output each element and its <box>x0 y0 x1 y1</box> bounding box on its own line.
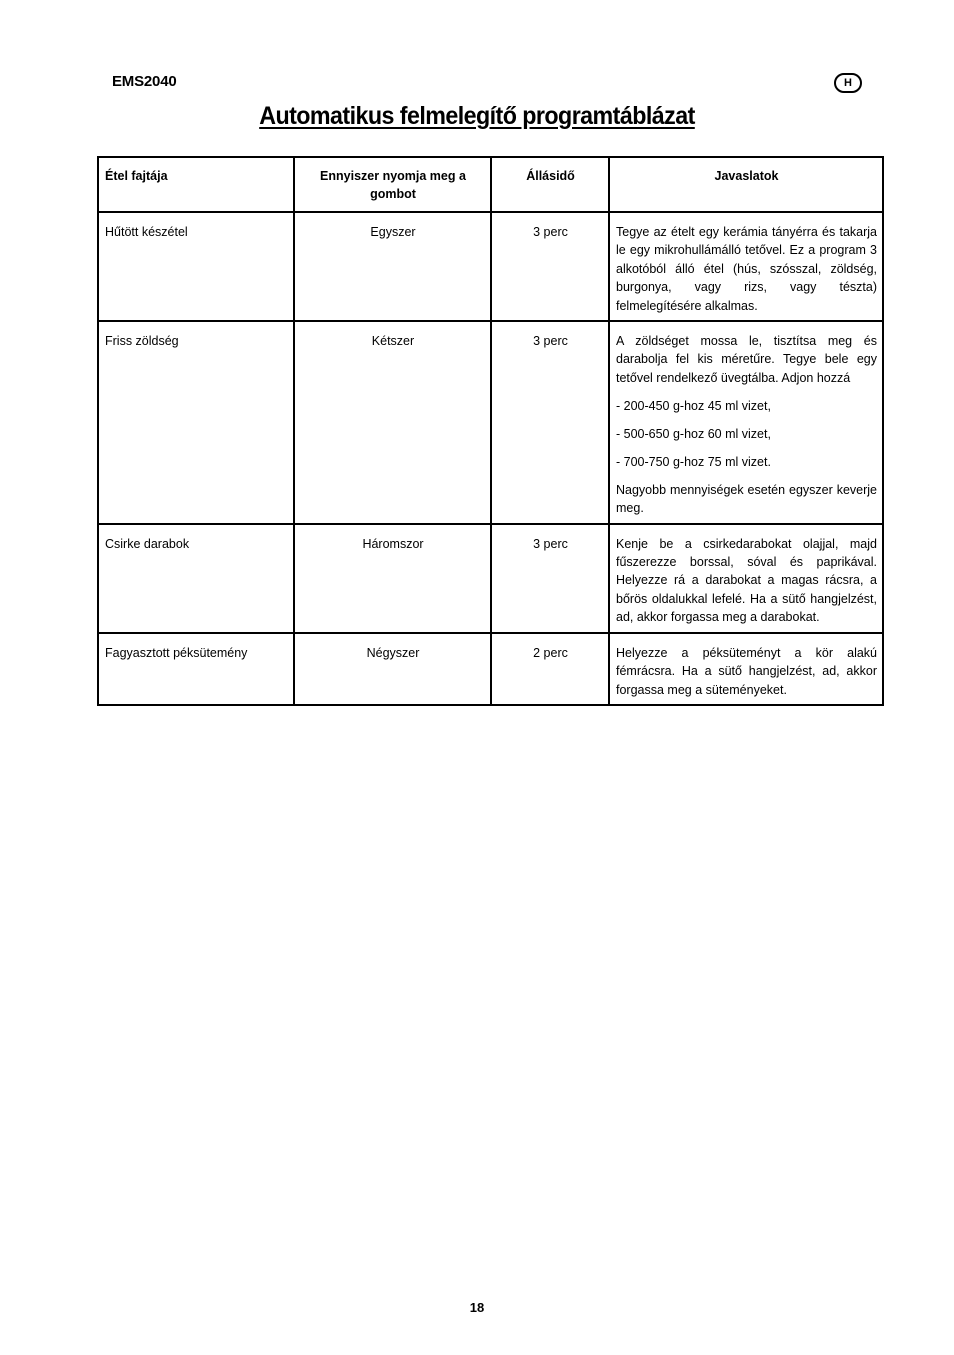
standing-time-cell: 3 perc <box>491 524 609 633</box>
standing-time-cell: 3 perc <box>491 212 609 321</box>
column-header-standing-time: Állásidő <box>491 157 609 212</box>
standing-time-cell: 3 perc <box>491 321 609 524</box>
program-table <box>97 156 884 706</box>
tip-paragraph: A zöldséget mossa le, tisztítsa meg és darabolja fel kis méretűre. Tegye bele egy tetővel rendelkező üvegtálba. Adjon hozzá <box>616 334 877 385</box>
language-badge: H <box>834 73 862 93</box>
tip-paragraph: - 200-450 g-hoz 45 ml vizet, <box>616 398 771 413</box>
food-type-cell: Fagyasztott péksütemény <box>98 633 294 705</box>
food-type-cell: Csirke darabok <box>98 524 294 633</box>
column-header-food-type: Étel fajtája <box>98 157 294 212</box>
button-presses-cell: Kétszer <box>294 321 491 524</box>
table-row <box>98 524 883 633</box>
button-presses-cell: Háromszor <box>294 524 491 633</box>
food-type-cell: Friss zöldség <box>98 321 294 524</box>
tips-cell <box>609 524 883 633</box>
button-presses-cell: Négyszer <box>294 633 491 705</box>
tips-cell <box>609 633 883 705</box>
page-title: Automatikus felmelegítő programtáblázat <box>259 102 695 130</box>
tip-paragraph: Kenje be a csirkedarabokat olajjal, majd fűszerezze borssal, sóval és paprikával. Helyezze rá a darabokat a magas rácsra, a bőrös oldalukkal lefelé. Ha a sütő hangjelzést, ad, akkor forgassa meg a darabokat. <box>616 536 877 625</box>
tip-paragraph: Nagyobb mennyiségek esetén egyszer keverje meg. <box>616 482 877 516</box>
tips-cell <box>609 212 883 321</box>
tip-paragraph: - 500-650 g-hoz 60 ml vizet, <box>616 426 771 441</box>
model-number: EMS2040 <box>112 73 177 90</box>
tip-paragraph: Helyezze a péksüteményt a kör alakú fémrácsra. Ha a sütő hangjelzést, ad, akkor forgassa meg a süteményeket. <box>616 645 877 697</box>
table-row <box>98 212 883 321</box>
page-number: 18 <box>469 1300 485 1315</box>
tip-paragraph: Tegye az ételt egy kerámia tányérra és takarja le egy mikrohullámálló tetővel. Ez a program 3 alkotóból álló étel (hús, szósszal, zöldség, burgonya, vagy rizs, vagy tészta) felmelegítésére alkalmas. <box>616 225 877 313</box>
table-header-row <box>98 157 883 212</box>
standing-time-cell: 2 perc <box>491 633 609 705</box>
column-header-button-presses: Ennyiszer nyomja meg a gombot <box>294 157 491 212</box>
food-type-cell: Hűtött készétel <box>98 212 294 321</box>
table-row <box>98 321 883 524</box>
column-header-tips: Javaslatok <box>609 157 883 212</box>
tip-paragraph: - 700-750 g-hoz 75 ml vizet. <box>616 454 771 469</box>
table-row <box>98 633 883 705</box>
tips-cell <box>609 321 883 524</box>
button-presses-cell: Egyszer <box>294 212 491 321</box>
